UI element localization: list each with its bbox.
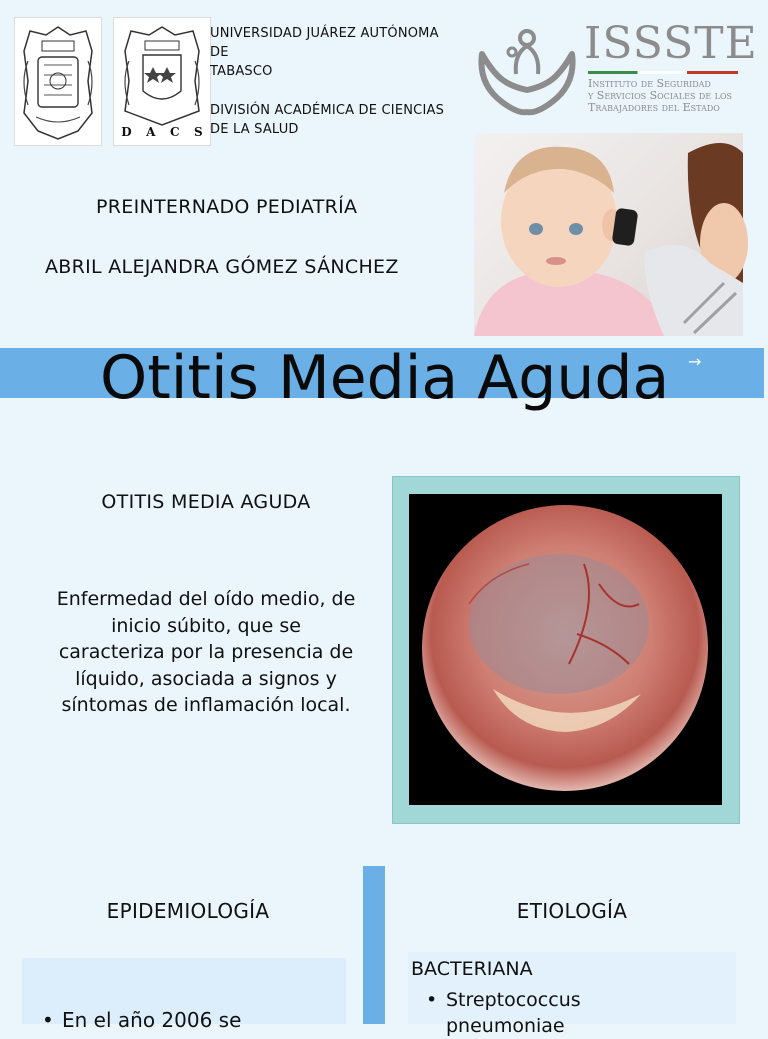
dacs-letter: C bbox=[169, 125, 180, 139]
definition-line: inicio súbito, que se bbox=[111, 614, 301, 637]
page-title: Otitis Media Aguda bbox=[100, 343, 670, 413]
dacs-letter: D bbox=[121, 125, 132, 139]
epidemiology-bullet: • En el año 2006 se bbox=[42, 1008, 241, 1032]
definition-text bbox=[30, 586, 382, 719]
epidemiology-heading: EPIDEMIOLOGÍA bbox=[106, 899, 270, 923]
issste-subtitle-line: Instituto de Seguridad bbox=[588, 77, 711, 90]
ujat-emblem-icon bbox=[18, 21, 98, 143]
epidemiology-panel bbox=[22, 958, 346, 1032]
division-line: DE LA SALUD bbox=[210, 122, 299, 137]
etiology-panel bbox=[408, 952, 736, 1037]
university-name bbox=[210, 24, 470, 81]
title-arrow: → bbox=[688, 352, 702, 371]
etiology-heading: ETIOLOGÍA bbox=[516, 899, 628, 923]
definition-line: Enfermedad del oído medio, de bbox=[56, 588, 356, 610]
definition-line: líquido, asociada a signos y bbox=[75, 667, 337, 690]
course-name: PREINTERNADO PEDIATRÍA bbox=[96, 196, 358, 218]
ujat-emblem bbox=[14, 17, 102, 146]
dacs-letter: A bbox=[146, 125, 156, 139]
author-name: ABRIL ALEJANDRA GÓMEZ SÁNCHEZ bbox=[45, 256, 399, 278]
hands-family-icon bbox=[476, 24, 578, 116]
issste-subtitle-line: Trabajadores del Estado bbox=[588, 101, 720, 114]
issste-subtitle bbox=[588, 78, 732, 114]
definition-line: caracteriza por la presencia de bbox=[58, 641, 354, 663]
otoscope-image bbox=[409, 494, 722, 805]
issste-name: ISSSTE bbox=[584, 18, 758, 69]
definition-line: síntomas de inflamación local. bbox=[61, 694, 351, 716]
university-line: UNIVERSIDAD JUÁREZ AUTÓNOMA bbox=[210, 26, 439, 41]
issste-logo bbox=[476, 18, 758, 120]
section-divider bbox=[363, 866, 385, 1024]
baby-photo-illustration bbox=[474, 133, 743, 336]
definition-heading: OTITIS MEDIA AGUDA bbox=[101, 491, 311, 513]
dacs-emblem bbox=[113, 17, 211, 146]
division-name bbox=[210, 101, 470, 139]
university-line: TABASCO bbox=[210, 64, 273, 79]
dacs-letter: S bbox=[194, 125, 203, 139]
otoscope-image-frame bbox=[392, 476, 740, 824]
baby-ear-exam-photo bbox=[474, 133, 743, 336]
issste-subtitle-line: y Servicios Sociales de los bbox=[588, 89, 733, 102]
etiology-bullet: • Streptococcus bbox=[426, 987, 581, 1013]
division-line: DIVISIÓN ACADÉMICA DE CIENCIAS bbox=[210, 103, 445, 118]
issste-divider bbox=[588, 71, 738, 74]
university-line: DE bbox=[210, 45, 229, 60]
etiology-bullet: pneumoniae bbox=[446, 1015, 565, 1037]
tympanic-membrane-illustration bbox=[409, 494, 722, 805]
etiology-category: BACTERIANA bbox=[411, 958, 533, 980]
